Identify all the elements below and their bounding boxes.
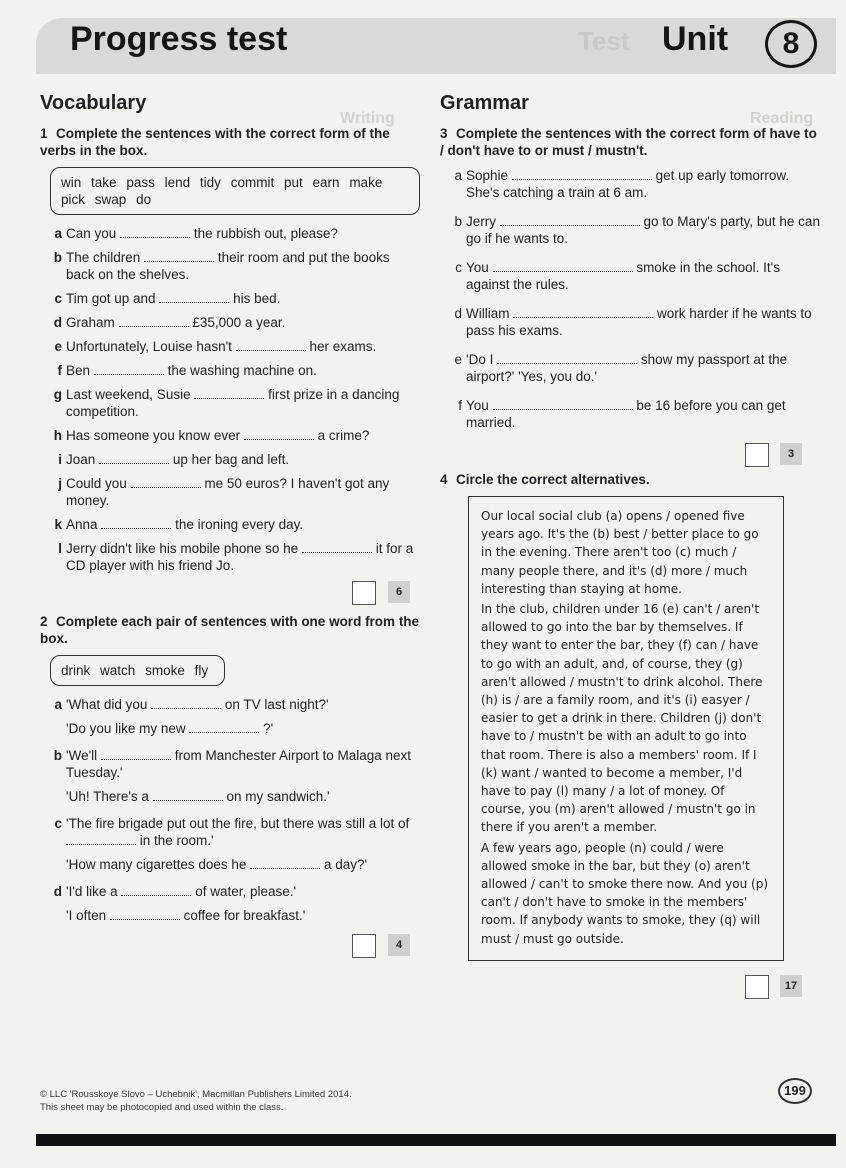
grammar-heading: Grammar <box>440 92 529 114</box>
exercise-1-item <box>40 314 420 331</box>
box-word: earn <box>312 175 340 190</box>
item-text: show my passport at the airport?' 'Yes, you do.' <box>466 352 788 384</box>
item-letter: l <box>58 541 62 556</box>
item-text: a day?' <box>323 857 368 872</box>
item-text: of water, please.' <box>195 884 297 899</box>
score-box[interactable] <box>745 975 769 999</box>
grammar-column <box>440 92 820 1005</box>
item-text: Unfortunately, Louise hasn't <box>66 339 232 354</box>
item-text: smoke in the school. It's against the rules. <box>466 260 780 292</box>
item-text: from Manchester Airport to Malaga next Tuesday.' <box>66 748 412 780</box>
item-letter: e <box>54 339 62 354</box>
exercise-1-item <box>40 516 420 533</box>
item-text: £35,000 a year. <box>192 315 286 330</box>
box-word: drink <box>61 663 91 678</box>
score-max: 4 <box>388 934 410 956</box>
box-word: smoke <box>145 663 185 678</box>
answer-blank[interactable] <box>119 314 189 327</box>
vocabulary-ghost-word: Writing <box>340 110 395 127</box>
item-text: me 50 euros? I haven't got any money. <box>66 476 390 508</box>
item-letter: c <box>54 291 62 306</box>
answer-blank[interactable] <box>144 249 214 262</box>
box-word: make <box>349 175 383 190</box>
item-letter: j <box>58 476 62 491</box>
item-text: 'I often <box>66 908 107 923</box>
item-letter: b <box>53 250 62 265</box>
exercise-2-item-sentence-2 <box>40 856 420 873</box>
answer-blank[interactable] <box>94 362 164 375</box>
exercise-2-item-sentence-2 <box>40 720 420 737</box>
item-text: work harder if he wants to pass his exams. <box>466 306 812 338</box>
exercise-2-item-sentence-1 <box>40 747 420 781</box>
item-text: her exams. <box>309 339 377 354</box>
answer-blank[interactable] <box>101 747 171 760</box>
copyright-text: © LLC 'Rousskoye Slovo – Uchebnik', Macmillan Publishers Limited 2014. <box>40 1089 352 1100</box>
exercise-3-score <box>440 443 820 469</box>
score-max: 3 <box>780 443 802 465</box>
photocopy-note: This sheet may be photocopied and used within the class. <box>40 1102 284 1113</box>
item-letter: d <box>53 315 62 330</box>
exercise-1-item <box>40 427 420 444</box>
item-letter: a <box>454 168 462 183</box>
answer-blank[interactable] <box>512 167 652 180</box>
exercise-1-item <box>40 386 420 420</box>
answer-blank[interactable] <box>189 720 259 733</box>
answer-blank[interactable] <box>159 290 229 303</box>
exercise-3-items <box>440 167 820 431</box>
footer <box>40 1088 352 1114</box>
item-text: William <box>466 306 510 321</box>
exercise-1-score <box>40 581 420 607</box>
item-letter: i <box>58 452 62 467</box>
item-letter: b <box>53 748 62 763</box>
exercise-4-text: Circle the correct alternatives. <box>456 472 650 487</box>
item-text: up her bag and left. <box>172 452 290 467</box>
item-text: first prize in a dancing competition. <box>66 387 400 419</box>
exercise-1-item <box>40 338 420 355</box>
exercise-3-instruction <box>440 125 820 159</box>
answer-blank[interactable] <box>244 427 314 440</box>
answer-blank[interactable] <box>236 338 306 351</box>
exercise-4-score <box>440 975 820 1005</box>
item-text: Tim got up and <box>66 291 156 306</box>
unit-label: Unit <box>662 20 729 58</box>
exercise-2-item-sentence-1 <box>40 883 420 900</box>
item-text: The children <box>66 250 141 265</box>
score-box[interactable] <box>352 581 376 605</box>
item-text: Last weekend, Susie <box>66 387 191 402</box>
exercise-1-item <box>40 249 420 283</box>
item-text: 'We'll <box>66 748 98 763</box>
exercise-1-item <box>40 540 420 574</box>
page-number: 199 <box>778 1078 812 1104</box>
answer-blank[interactable] <box>513 305 653 318</box>
exercise-1-item <box>40 451 420 468</box>
item-text: go to Mary's party, but he can go if he wants to. <box>466 214 820 246</box>
exercise-2-items <box>40 696 420 924</box>
item-text: You <box>466 260 489 275</box>
answer-blank[interactable] <box>497 351 637 364</box>
answer-blank[interactable] <box>66 832 136 845</box>
reading-paragraph: In the club, children under 16 (e) can't / aren't allowed to go into the bar by themselves. If they want to enter the bar, they (f) can / have to go with an adult, and, of course, they (g) aren't allowed / mustn't to drink alcohol. There (h) is / are a family room, and it's (i) easyer / easier to get a drink in there. Children (j) don't have to / mustn't be with an adult to go into that room. There is also a members' room. If I (k) want / wanted to become a member, I'd have to pay (l) many / a lot of money. Of course, you (m) aren't allowed / mustn't go in there if you aren't a member. <box>481 602 763 835</box>
item-text: 'Uh! There's a <box>66 789 149 804</box>
page-title: Progress test <box>70 20 288 58</box>
item-letter: b <box>454 214 462 229</box>
exercise-2-item-sentence-2 <box>40 907 420 924</box>
item-letter: c <box>455 260 462 275</box>
exercise-1-instruction <box>40 125 420 159</box>
vocabulary-column <box>40 92 420 960</box>
score-max: 17 <box>780 975 802 997</box>
score-box[interactable] <box>352 934 376 958</box>
item-text: Sophie <box>466 168 509 183</box>
answer-blank[interactable] <box>194 386 264 399</box>
item-letter: g <box>53 387 62 402</box>
item-text: Joan <box>66 452 96 467</box>
item-letter: f <box>57 363 62 378</box>
item-text: on TV last night?' <box>224 697 329 712</box>
answer-blank[interactable] <box>120 225 190 238</box>
item-text: Anna <box>66 517 98 532</box>
answer-blank[interactable] <box>500 213 640 226</box>
box-word: put <box>283 175 303 190</box>
item-text: You <box>466 398 489 413</box>
box-word: lend <box>164 175 191 190</box>
item-text: his bed. <box>233 291 281 306</box>
reading-paragraph: A few years ago, people (n) could / were allowed smoke in the bar, but they (o) aren't allowed / can't to smoke there now. And you (p) can't / don't have to smoke in the members' room. If anybody wants to smoke, they (q) will must / must go outside. <box>481 840 769 946</box>
item-text: on my sandwich.' <box>226 789 330 804</box>
item-text: the ironing every day. <box>175 517 304 532</box>
bottom-bar <box>36 1134 836 1146</box>
item-text: in the room.' <box>139 833 214 848</box>
box-word: pass <box>126 175 155 190</box>
answer-blank[interactable] <box>101 516 171 529</box>
box-word: take <box>91 175 117 190</box>
exercise-2-text: Complete each pair of sentences with one word from the box. <box>40 614 420 646</box>
exercise-1-item <box>40 362 420 379</box>
exercise-3-item <box>440 305 820 339</box>
exercise-4-number: 4 <box>440 472 448 487</box>
item-text: Has someone you know ever <box>66 428 241 443</box>
item-text: their room and put the books back on the shelves. <box>66 250 390 282</box>
item-letter: f <box>458 398 462 413</box>
item-text: get up early tomorrow. She's catching a train at 6 am. <box>466 168 790 200</box>
item-text: the rubbish out, please? <box>193 226 338 241</box>
item-letter: h <box>53 428 62 443</box>
exercise-2-word-box <box>50 655 225 686</box>
item-text: coffee for breakfast.' <box>183 908 306 923</box>
exercise-3-item <box>440 397 820 431</box>
item-text: 'What did you <box>66 697 148 712</box>
item-text: Could you <box>66 476 127 491</box>
header-ghost-text: Test <box>578 26 630 56</box>
exercise-4-reading-box <box>468 496 784 961</box>
answer-blank[interactable] <box>110 907 180 920</box>
item-letter: a <box>54 697 62 712</box>
box-word: pick <box>61 192 86 207</box>
exercise-3-item <box>440 167 820 201</box>
exercise-2-item-sentence-2 <box>40 788 420 805</box>
item-text: Graham <box>66 315 115 330</box>
answer-blank[interactable] <box>99 451 169 464</box>
box-word: swap <box>94 192 127 207</box>
box-word: commit <box>230 175 275 190</box>
exercise-3-item <box>440 259 820 293</box>
exercise-2-item-sentence-1 <box>40 696 420 713</box>
item-text: 'How many cigarettes does he <box>66 857 247 872</box>
item-text: 'Do I <box>466 352 494 367</box>
exercise-2-item-sentence-1 <box>40 815 420 849</box>
exercise-1-item <box>40 225 420 242</box>
grammar-ghost-word: Reading <box>750 110 814 127</box>
item-text: 'I'd like a <box>66 884 118 899</box>
score-box[interactable] <box>745 443 769 467</box>
item-text: a crime? <box>317 428 370 443</box>
exercise-1-item <box>40 290 420 307</box>
box-word: do <box>136 192 152 207</box>
reading-paragraph: Our local social club (a) opens / opened five years ago. It's the (b) best / better place to go in the evening. There aren't too (c) much / many people there, and it's (d) more / much interesting than staying at home. <box>481 509 759 596</box>
exercise-3-item <box>440 351 820 385</box>
item-letter: d <box>53 884 62 899</box>
exercise-1-items <box>40 225 420 574</box>
answer-blank[interactable] <box>493 259 633 272</box>
exercise-1-number: 1 <box>40 126 48 141</box>
exercise-3-item <box>440 213 820 247</box>
exercise-2-number: 2 <box>40 614 48 629</box>
unit-number-badge: 8 <box>765 20 817 68</box>
exercise-3-number: 3 <box>440 126 448 141</box>
item-letter: d <box>454 306 462 321</box>
answer-blank[interactable] <box>302 540 372 553</box>
box-word: tidy <box>199 175 221 190</box>
answer-blank[interactable] <box>250 856 320 869</box>
item-text: Jerry didn't like his mobile phone so he <box>66 541 299 556</box>
answer-blank[interactable] <box>493 397 633 410</box>
answer-blank[interactable] <box>131 475 201 488</box>
item-text: it for a CD player with his friend Jo. <box>66 541 414 573</box>
item-letter: e <box>454 352 462 367</box>
item-text: Jerry <box>466 214 496 229</box>
answer-blank[interactable] <box>121 883 191 896</box>
box-word: watch <box>100 663 136 678</box>
item-letter: c <box>54 816 62 831</box>
exercise-1-item <box>40 475 420 509</box>
box-word: win <box>61 175 82 190</box>
exercise-3-text: Complete the sentences with the correct form of have to / don't have to or must / mustn't. <box>440 126 817 158</box>
item-text: ?' <box>263 721 274 736</box>
exercise-2-instruction <box>40 613 420 647</box>
score-max: 6 <box>388 581 410 603</box>
item-text: 'Do you like my new <box>66 721 186 736</box>
answer-blank[interactable] <box>153 788 223 801</box>
box-word: fly <box>194 663 209 678</box>
exercise-1-word-box <box>50 167 420 215</box>
exercise-2-score <box>40 934 420 960</box>
item-letter: k <box>54 517 62 532</box>
exercise-4-instruction <box>440 471 820 488</box>
item-text: Can you <box>66 226 117 241</box>
vocabulary-heading: Vocabulary <box>40 92 147 114</box>
item-text: 'The fire brigade put out the fire, but there was still a lot of <box>66 816 410 831</box>
exercise-1-text: Complete the sentences with the correct form of the verbs in the box. <box>40 126 390 158</box>
item-letter: a <box>54 226 62 241</box>
item-text: be 16 before you can get married. <box>466 398 786 430</box>
answer-blank[interactable] <box>151 696 221 709</box>
item-text: Ben <box>66 363 91 378</box>
item-text: the washing machine on. <box>167 363 317 378</box>
